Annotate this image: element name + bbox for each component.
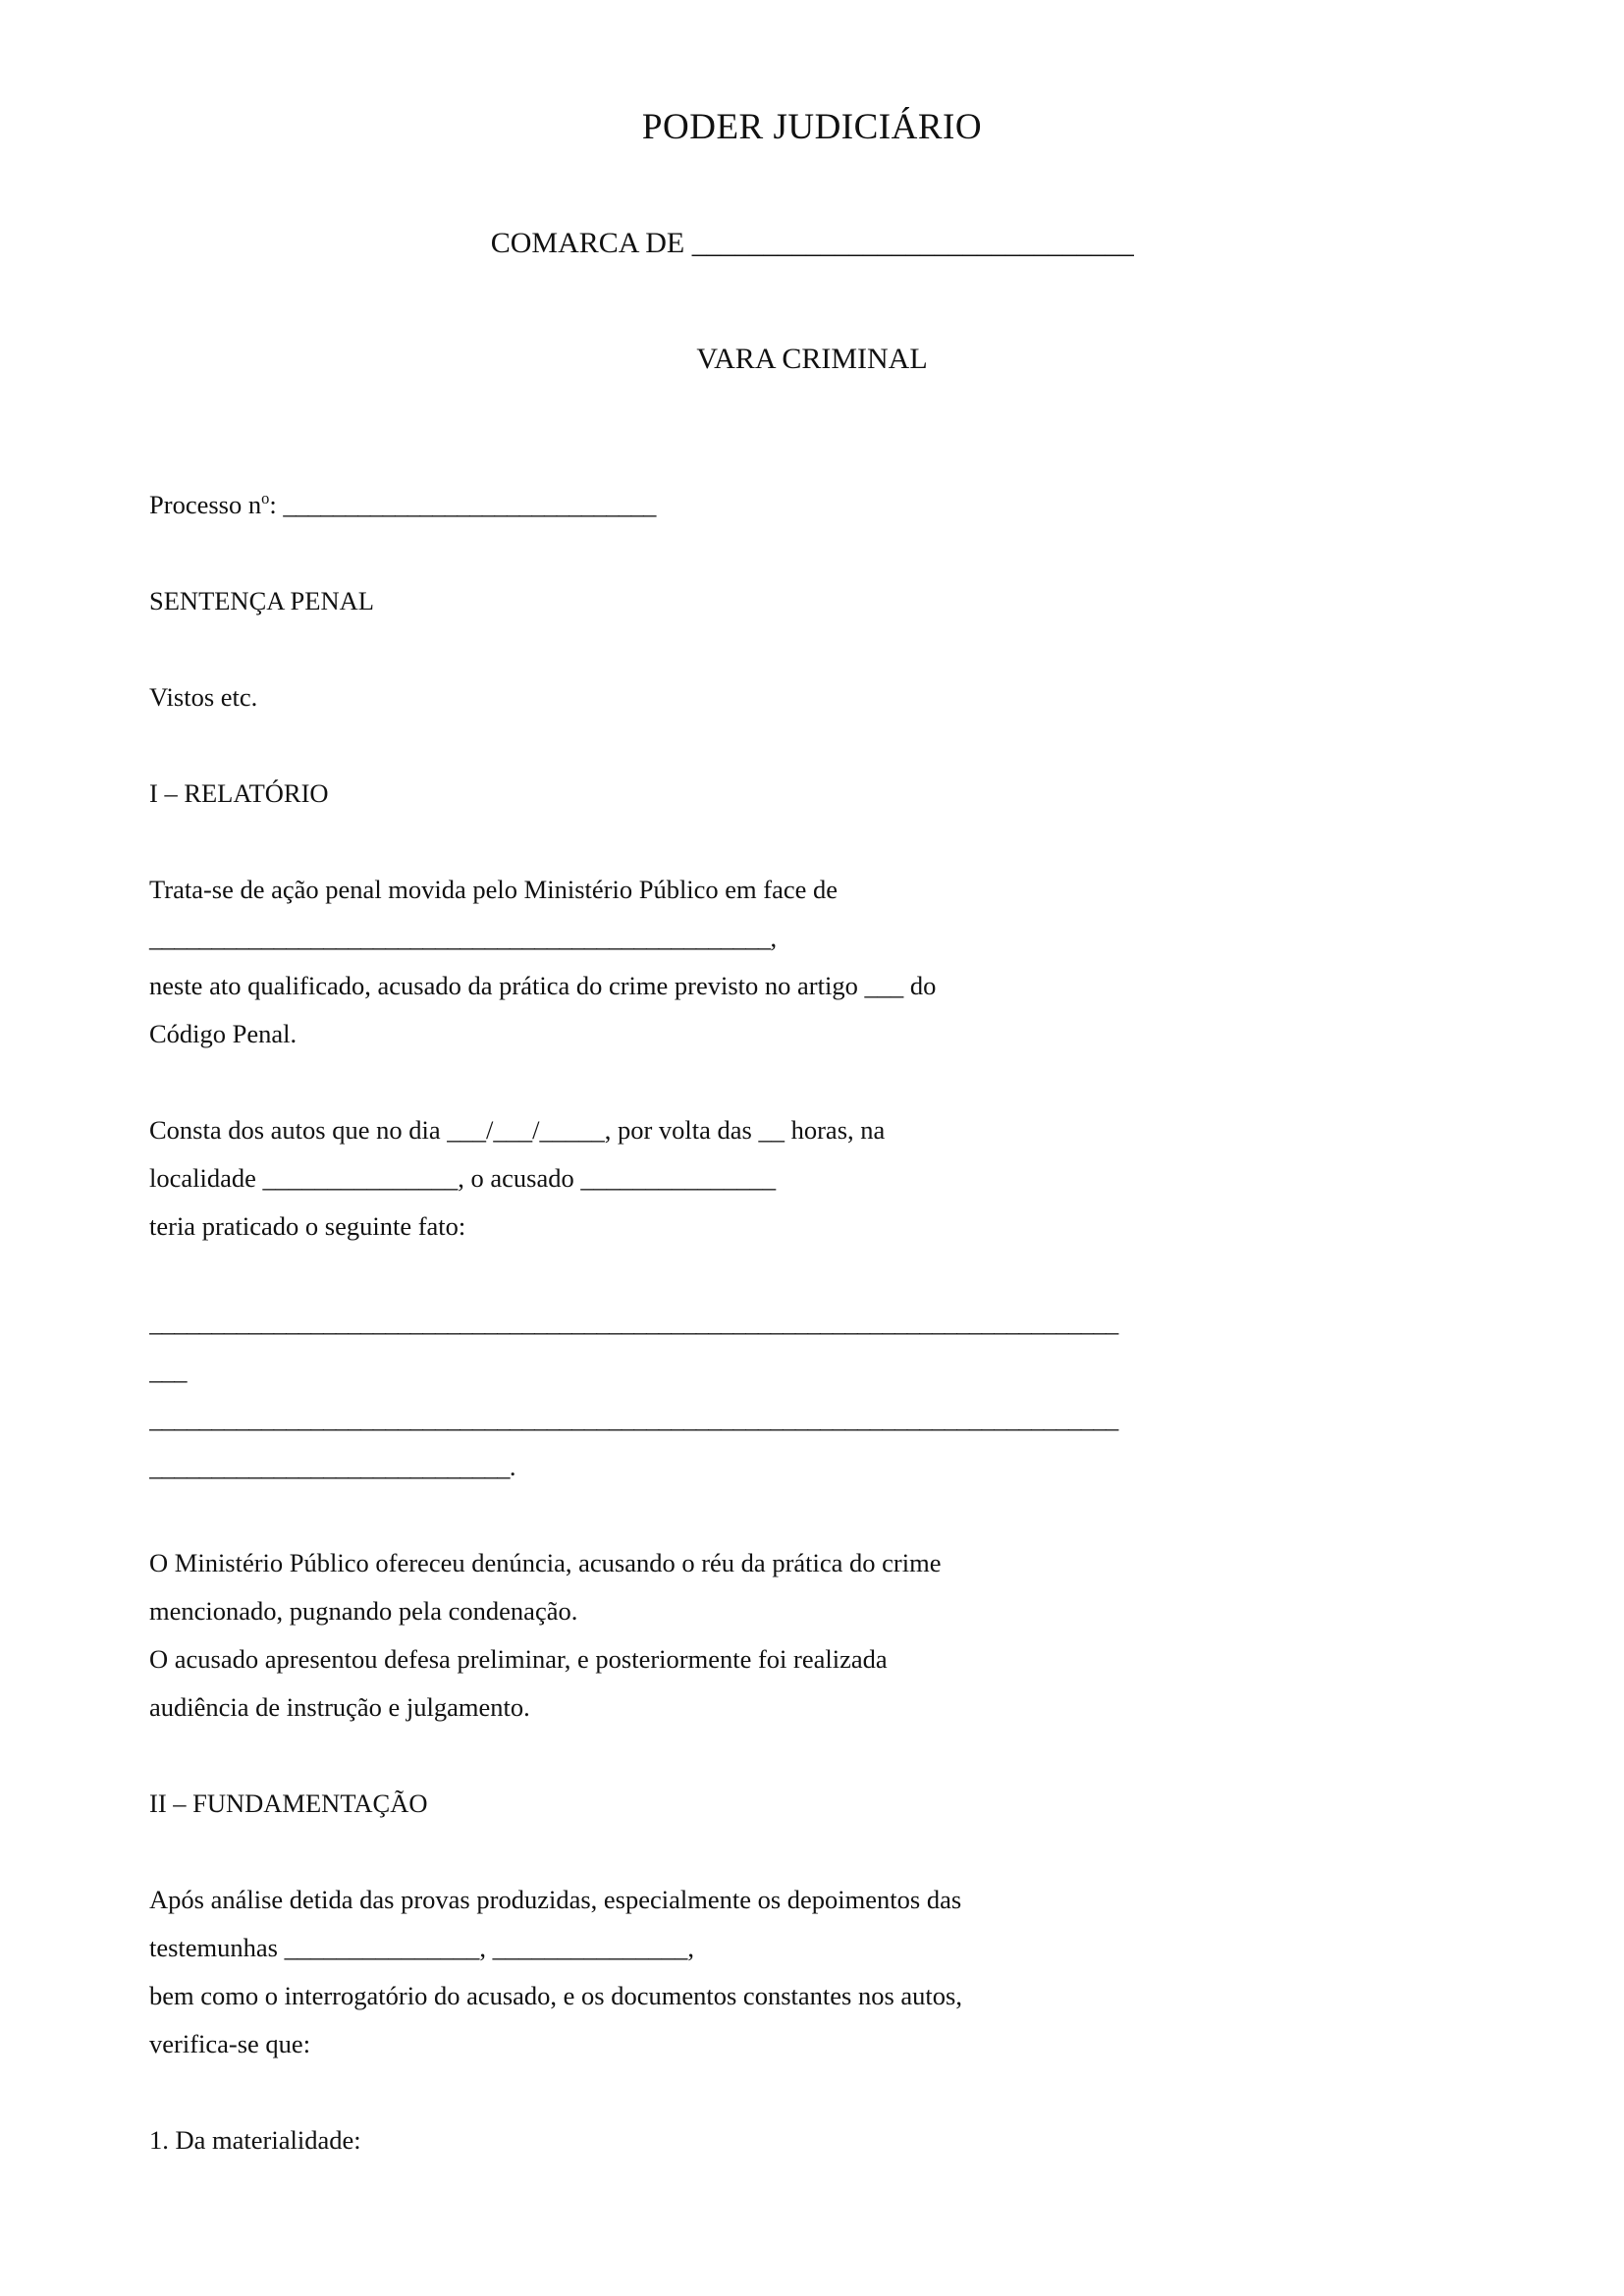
spacer: [149, 529, 1352, 577]
fundamentacao-item-1-label: 1. Da materialidade:: [149, 2125, 361, 2155]
relatorio-p3-line-4: audiência de instrução e julgamento.: [149, 1692, 530, 1722]
fundamentacao-p1-line-1: Após análise detida das provas produzidas, especialmente os depoimentos das: [149, 1885, 962, 1914]
doc-type-paragraph: [149, 577, 1352, 625]
fundamentacao-item-1: [149, 2116, 1352, 2164]
fact-blank-line-4[interactable]: _____________________________.: [149, 1452, 515, 1481]
comarca-blank-field[interactable]: _______________________________: [691, 227, 1134, 259]
relatorio-p2-line-2[interactable]: localidade _______________, o acusado _______________: [149, 1163, 777, 1193]
process-number-blank-field[interactable]: ______________________________: [283, 490, 656, 519]
spacer: [149, 1491, 1352, 1539]
relatorio-paragraph-1: [149, 866, 1352, 1058]
section-heading-relatorio: I – RELATÓRIO: [149, 778, 329, 808]
spacer: [149, 625, 1352, 673]
fact-blank-line-1[interactable]: ______________________________________________________________________________: [149, 1308, 1118, 1337]
spacer: [149, 721, 1352, 770]
fundamentacao-p1-line-3: bem como o interrogatório do acusado, e os documentos constantes nos autos,: [149, 1981, 962, 2010]
fundamentacao-heading-paragraph: [149, 1780, 1352, 1828]
spacer: [149, 1828, 1352, 1876]
spacer: [149, 818, 1352, 866]
accused-name-blank-field[interactable]: __________________________________________________,: [149, 923, 777, 952]
relatorio-paragraph-2: [149, 1106, 1352, 1251]
relatorio-p3-line-3: O acusado apresentou defesa preliminar, e posteriormente foi realizada: [149, 1644, 888, 1674]
fundamentacao-p1-line-4: verifica-se que:: [149, 2029, 311, 2058]
section-heading-fundamentacao: II – FUNDAMENTAÇÃO: [149, 1789, 428, 1818]
relatorio-p1-line-4: Código Penal.: [149, 1019, 298, 1048]
spacer: [149, 2068, 1352, 2116]
comarca-label: COMARCA DE: [490, 227, 692, 259]
fundamentacao-paragraph-1: [149, 1876, 1352, 2068]
process-number-line: [149, 481, 1352, 529]
spacer: [149, 1251, 1352, 1299]
page-title: PODER JUDICIÁRIO: [641, 107, 983, 147]
fact-blank-line-3[interactable]: ______________________________________________________________________________: [149, 1404, 1118, 1433]
process-number-paragraph: [149, 481, 1352, 529]
process-number-colon: :: [269, 490, 284, 519]
document-body: [149, 481, 1352, 2164]
relatorio-p3-line-1: O Ministério Público ofereceu denúncia, acusando o réu da prática do crime: [149, 1548, 942, 1577]
relatorio-p3-line-2: mencionado, pugnando pela condenação.: [149, 1596, 578, 1626]
relatorio-p2-line-1[interactable]: Consta dos autos que no dia ___/___/_____, por volta das __ horas, na: [149, 1115, 886, 1145]
relatorio-p2-line-3: teria praticado o seguinte fato:: [149, 1211, 466, 1241]
comarca-line: [0, 226, 1624, 261]
spacer: [149, 1732, 1352, 1780]
spacer: [149, 1058, 1352, 1106]
fact-description-blanks: [149, 1299, 1352, 1491]
relatorio-p1-line-1: Trata-se de ação penal movida pelo Ministério Público em face de: [149, 875, 839, 904]
opening-text: Vistos etc.: [149, 682, 258, 712]
process-number-ordinal-superscript: o: [261, 489, 270, 508]
doc-type-heading: SENTENÇA PENAL: [149, 586, 374, 615]
opening-paragraph: [149, 673, 1352, 721]
relatorio-p1-line-3: neste ato qualificado, acusado da prática do crime previsto no artigo ___ do: [149, 971, 937, 1000]
relatorio-paragraph-3: [149, 1539, 1352, 1732]
relatorio-heading-paragraph: [149, 770, 1352, 818]
witnesses-blank-field[interactable]: testemunhas _______________, _______________,: [149, 1933, 694, 1962]
process-number-label: Processo n: [149, 490, 262, 519]
fact-blank-line-2[interactable]: ___: [149, 1356, 187, 1385]
vara-line: VARA CRIMINAL: [696, 343, 928, 375]
